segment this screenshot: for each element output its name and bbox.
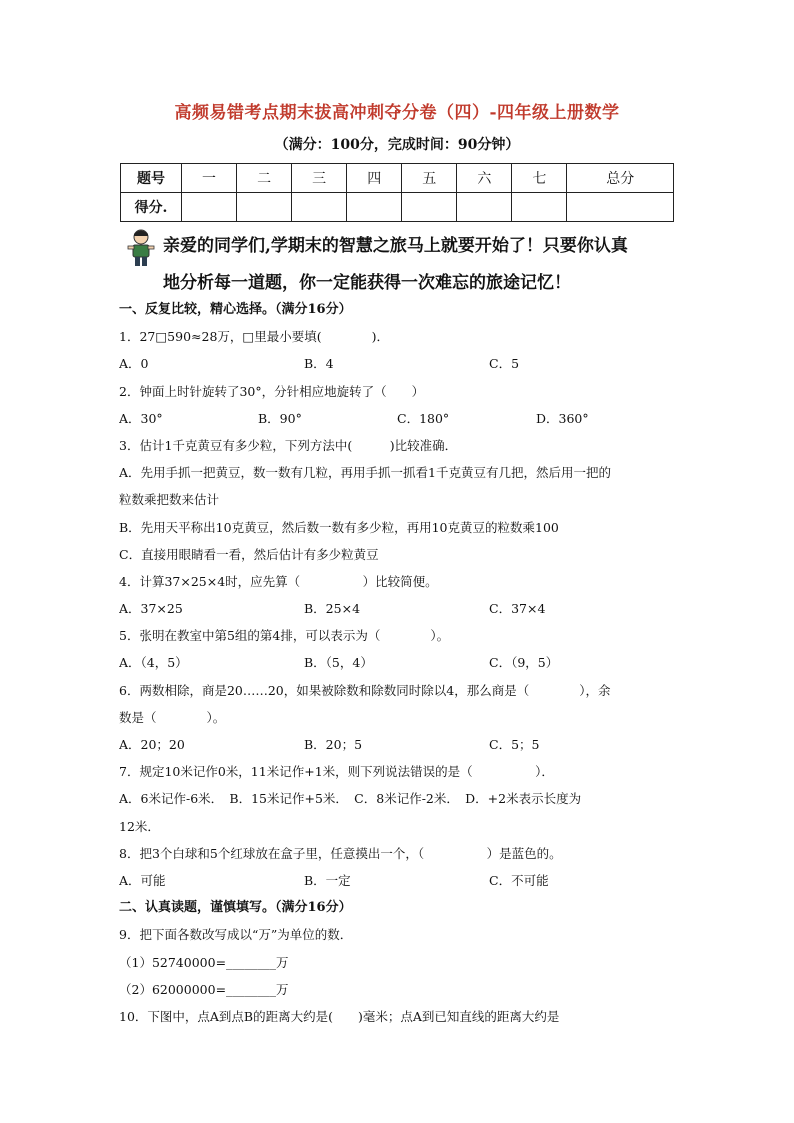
option-a[interactable]: A．（4，5） xyxy=(119,655,188,671)
option-a[interactable]: A．可能 xyxy=(119,872,166,888)
student-icon xyxy=(124,228,158,268)
question-stem: 5．张明在教室中第5组的第4排，可以表示为（ ）。 xyxy=(119,628,450,644)
score-cell[interactable] xyxy=(182,193,237,222)
option-c[interactable]: C．37×4 xyxy=(489,601,546,617)
question-stem-cont: 数是（ ）。 xyxy=(119,709,226,725)
option-c[interactable]: C．5 xyxy=(489,356,520,372)
score-header-cell: 三 xyxy=(292,164,347,193)
option-row[interactable]: A．6米记作-6米． B．15米记作+5米． C．8米记作-2米． D．+2米表示长度为 xyxy=(119,791,582,807)
intro-line: 亲爱的同学们,学期末的智慧之旅马上就要开始了！只要你认真 xyxy=(163,236,628,256)
score-header-cell: 五 xyxy=(402,164,457,193)
option-b[interactable]: B．25×4 xyxy=(304,601,361,617)
option-row xyxy=(119,649,679,676)
question-stem: 9．把下面各数改写成以“万”为单位的数． xyxy=(119,927,353,943)
question-stem: 4．计算37×25×4时，应先算（ ）比较简便。 xyxy=(119,573,438,589)
option-c[interactable]: C．直接用眼睛看一看，然后估计有多少粒黄豆 xyxy=(119,546,379,562)
intro-text xyxy=(163,228,683,302)
score-cell[interactable] xyxy=(347,193,402,222)
section-heading: 一、反复比较，精心选择。（满分16分） xyxy=(119,302,352,317)
option-b[interactable]: B．先用天平称出10克黄豆，然后数一数有多少粒，再用10克黄豆的粒数乘100 xyxy=(119,519,559,535)
questions xyxy=(119,296,679,1030)
score-header-cell: 一 xyxy=(182,164,237,193)
score-cell[interactable] xyxy=(512,193,567,222)
question-stem: 7．规定10米记作0米，11米记作+1米，则下列说法错误的是（ ）． xyxy=(119,764,554,780)
score-cell[interactable] xyxy=(457,193,512,222)
option-a[interactable]: A．30° xyxy=(119,410,163,426)
option-d[interactable]: D．360° xyxy=(536,410,589,426)
option-b[interactable]: B．4 xyxy=(304,356,334,372)
question-stem: 8．把3个白球和5个红球放在盒子里，任意摸出一个，（ ）是蓝色的。 xyxy=(119,845,562,861)
exam-title: 高频易错考点期末拔高冲刺夺分卷（四）-四年级上册数学 xyxy=(174,103,620,123)
option-row xyxy=(119,595,679,622)
question-stem: 6．两数相除，商是20……20，如果被除数和除数同时除以4，那么商是（ ），余 xyxy=(119,682,611,698)
option-a[interactable]: A．先用手抓一把黄豆，数一数有几粒，再用手抓一抓看1千克黄豆有几把，然后用一把的 xyxy=(119,465,611,481)
option-c[interactable]: C．5；5 xyxy=(489,737,540,752)
option-row xyxy=(119,350,679,377)
score-table xyxy=(120,163,674,222)
section-heading: 二、认真读题，谨慎填写。（满分16分） xyxy=(119,900,352,916)
score-table-score-row xyxy=(121,193,674,222)
option-row xyxy=(119,405,679,432)
option-a[interactable]: A．37×25 xyxy=(119,601,183,617)
option-b[interactable]: B．一定 xyxy=(304,872,351,888)
option-c[interactable]: C．180° xyxy=(397,410,450,426)
option-b[interactable]: B．20；5 xyxy=(304,737,363,752)
option-c[interactable]: C．不可能 xyxy=(489,872,549,888)
score-cell[interactable] xyxy=(402,193,457,222)
fill-blank[interactable]: （2）62000000=________万 xyxy=(119,981,289,997)
score-header-cell: 四 xyxy=(347,164,402,193)
option-a[interactable]: A．20；20 xyxy=(119,737,185,752)
score-header-cell: 题号 xyxy=(121,164,182,193)
exam-subtitle: （满分：100分，完成时间：90分钟） xyxy=(274,137,520,153)
intro-line: 地分析每一道题，你一定能获得一次难忘的旅途记忆！ xyxy=(163,273,571,293)
option-a[interactable]: A．0 xyxy=(119,356,149,372)
score-table-header-row xyxy=(121,164,674,193)
score-cell[interactable] xyxy=(292,193,347,222)
question-stem: 10．下图中，点A到点B的距离大约是( )毫米；点A到已知直线的距离大约是 xyxy=(119,1008,560,1024)
question-stem: 2．钟面上时针旋转了30°，分针相应地旋转了（ ） xyxy=(119,383,425,399)
option-b[interactable]: B．（5，4） xyxy=(304,655,373,671)
score-header-cell: 七 xyxy=(512,164,567,193)
option-row xyxy=(119,867,679,894)
fill-blank[interactable]: （1）52740000=________万 xyxy=(119,954,289,970)
option-row xyxy=(119,731,679,758)
option-a-cont: 粒数乘把数来估计 xyxy=(119,492,220,508)
option-b[interactable]: B．90° xyxy=(258,410,302,426)
question-stem: 3．估计1千克黄豆有多少粒，下列方法中( )比较准确． xyxy=(119,437,458,453)
question-stem: 1．27□590≈28万，□里最小要填( )． xyxy=(119,329,389,345)
score-header-cell: 二 xyxy=(237,164,292,193)
option-c[interactable]: C．（9，5） xyxy=(489,655,559,671)
score-header-cell: 总分 xyxy=(567,164,674,193)
option-d-cont: 12米． xyxy=(119,818,160,834)
score-row-label: 得分. xyxy=(121,193,182,222)
score-cell[interactable] xyxy=(237,193,292,222)
score-header-cell: 六 xyxy=(457,164,512,193)
score-cell[interactable] xyxy=(567,193,674,222)
